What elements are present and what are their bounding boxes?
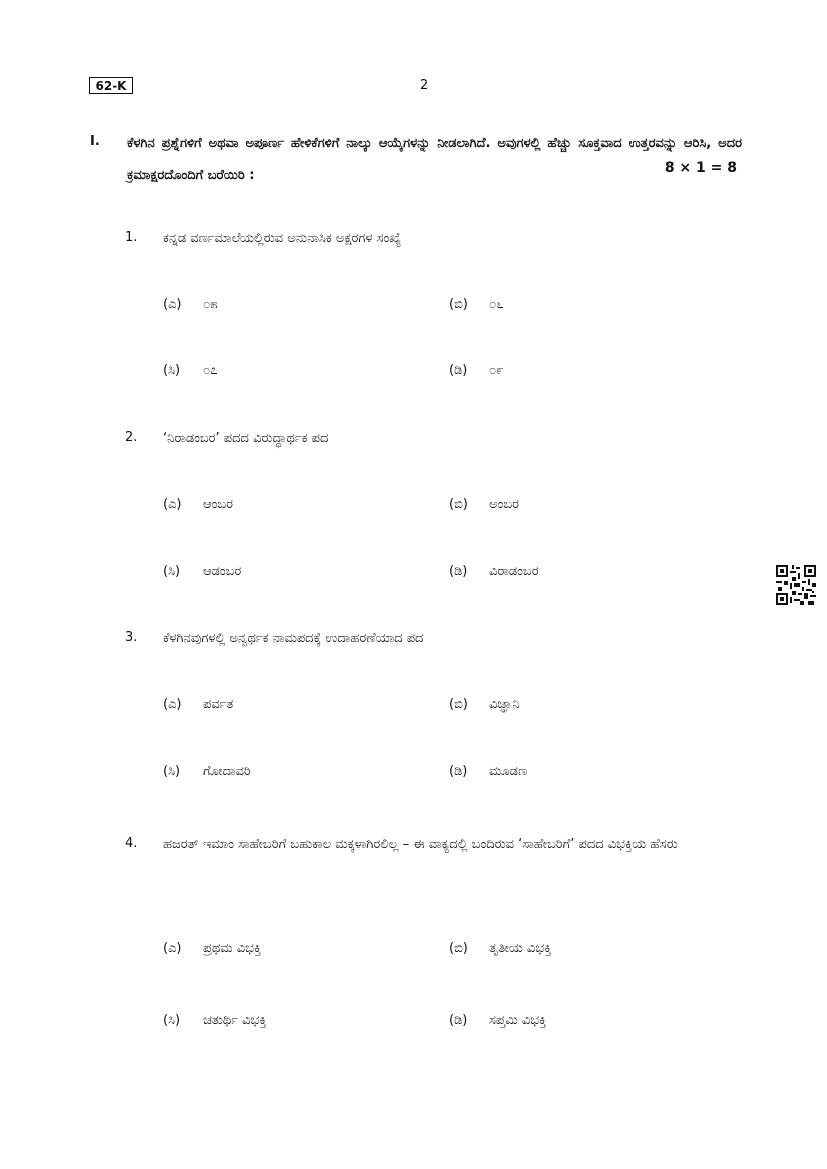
question-text: ‘ನಿರಾಡಂಬರ’ ಪದದ ವಿರುದ್ಧಾರ್ಥಕ ಪದ (163, 431, 329, 446)
option-b (449, 297, 504, 312)
page-number: 2 (420, 78, 429, 93)
option-text: ವಿಜ್ಞಾನಿ (489, 697, 520, 712)
option-text: ೦೬ (489, 297, 504, 312)
option-label: (ಡಿ) (449, 564, 468, 579)
option-label: (ಸಿ) (163, 363, 181, 378)
option-b (449, 697, 520, 712)
section-instruction: ಕೆಳಗಿನ ಪ್ರಶ್ನೆಗಳಿಗೆ ಅಥವಾ ಅಪೂರ್ಣ ಹೇಳಿಕೆಗಳಿಗೆ ನಾಲ್ಕು ಆಯ್ಕೆಗಳನ್ನು ನೀಡಲಾಗಿದೆ. ಅವುಗಳಲ್ಲಿ ಹೆಚ್ಚು ಸೂಕ್ತವಾದ ಉತ್ತರವನ್ನು ಆರಿಸಿ, ಅದರ ಕ್ರಮಾಕ್ಷರದೊಂದಿಗೆ ಬರೆಯಿರಿ : (127, 136, 742, 183)
option-label: (ಸಿ) (163, 564, 181, 579)
option-text: ಸಪ್ತಮಿ ವಿಭಕ್ತಿ (489, 1013, 547, 1028)
option-c (163, 1013, 267, 1028)
option-label: (ಬಿ) (449, 941, 468, 956)
option-label: (ಸಿ) (163, 1013, 181, 1028)
option-d (449, 363, 504, 378)
qr-code-icon (776, 565, 816, 605)
option-c (163, 764, 251, 779)
paper-code: 62-K (89, 77, 133, 94)
option-b (449, 941, 551, 956)
option-label: (ಎ) (163, 497, 182, 512)
question-number: 4. (125, 836, 138, 851)
option-text: ಆಂಬರ (203, 497, 234, 512)
option-label: (ಬಿ) (449, 497, 468, 512)
option-a (163, 297, 218, 312)
option-label: (ಡಿ) (449, 1013, 468, 1028)
section-number: I. (90, 134, 100, 149)
option-d (449, 1013, 546, 1028)
option-text: ೦೫ (203, 297, 218, 312)
option-d (449, 564, 539, 579)
option-text: ಪರ್ವತ (203, 697, 234, 712)
option-b (449, 497, 519, 512)
question-text: ಕೆಳಗಿನವುಗಳಲ್ಲಿ ಅನ್ವರ್ಥಕ ನಾಮಪದಕ್ಕೆ ಉದಾಹರಣೆಯಾದ ಪದ (163, 631, 424, 646)
option-label: (ಸಿ) (163, 764, 181, 779)
question-number: 2. (125, 430, 138, 445)
option-text: ಗೋದಾವರಿ (203, 764, 251, 779)
option-text: ಮೂಡಣ (489, 764, 528, 779)
option-label: (ಎ) (163, 697, 182, 712)
option-text: ತೃತೀಯ ವಿಭಕ್ತಿ (489, 941, 552, 956)
option-text: ಚತುರ್ಥಿ ವಿಭಕ್ತಿ (203, 1013, 267, 1028)
option-label: (ಎ) (163, 297, 182, 312)
option-label: (ಬಿ) (449, 297, 468, 312)
option-c (163, 564, 241, 579)
question-number: 3. (125, 630, 138, 645)
option-text: ೦೭ (203, 363, 218, 378)
option-c (163, 363, 218, 378)
option-text: ಆಡಂಬರ (203, 564, 242, 579)
option-text: ೦೯ (489, 363, 504, 378)
option-label: (ಡಿ) (449, 764, 468, 779)
option-text: ಪ್ರಥಮ ವಿಭಕ್ತಿ (203, 941, 262, 956)
question-number: 1. (125, 230, 138, 245)
option-a (163, 497, 233, 512)
option-text: ವಿರಾಡಂಬರ (489, 564, 539, 579)
section-marks: 8 × 1 = 8 (664, 160, 737, 176)
option-a (163, 941, 261, 956)
option-label: (ಎ) (163, 941, 182, 956)
option-label: (ಡಿ) (449, 363, 468, 378)
option-d (449, 764, 527, 779)
option-a (163, 697, 233, 712)
option-label: (ಬಿ) (449, 697, 468, 712)
question-text: ಹಜರತ್ ಇಮಾಂ ಸಾಹೇಬರಿಗೆ ಬಹುಕಾಲ ಮಕ್ಕಳಾಗಿರಲಿಲ್ಲ – ಈ ವಾಕ್ಯದಲ್ಲಿ ಬಂದಿರುವ ‘ಸಾಹೇಬರಿಗೆ’ ಪದದ ವಿಭಕ್ತಿಯ ಹೆಸರು (163, 837, 678, 852)
question-text: ಕನ್ನಡ ವರ್ಣಮಾಲೆಯಲ್ಲಿರುವ ಅನುನಾಸಿಕ ಅಕ್ಷರಗಳ ಸಂಖ್ಯೆ (163, 231, 402, 246)
option-text: ಅಂಬರ (489, 497, 520, 512)
